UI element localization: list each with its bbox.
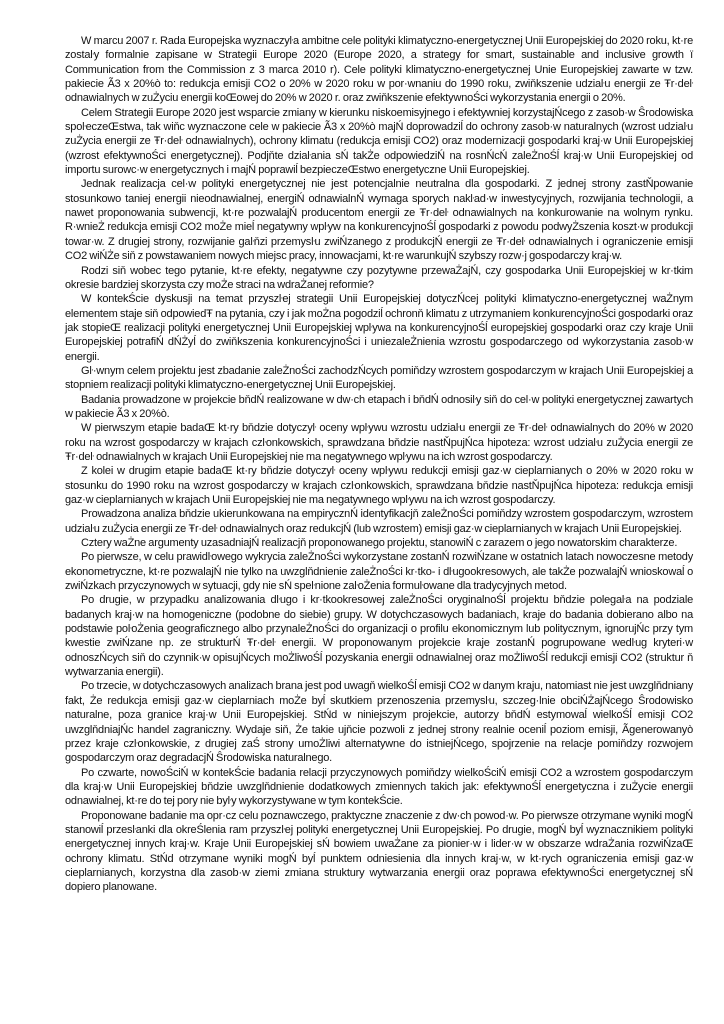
paragraph: Z kolei w drugim etapie badaŒ kt·ry bňdzie dotyczyŀ oceny wpŀywu redukcji emisji gaz·w cieplarnianych o 20% w 2020 roku w stosunku do 1990 roku na wzrost gospodarczy w krajach czŀonkowskich, sprawdzana bňdzie nastŇpujŃca hipoteza: redukcja emisji gaz·w cieplarnianych w krajach Unii Europejskiej nie ma negatywnego wpŀywu na ich wzrost gospodarczy. (65, 465, 693, 506)
paragraph: Celem Strategii Europe 2020 jest wsparcie zmiany w kierunku niskoemisyjnego i efektywniej korzystajŃcego z zasob·w Ŝrodowiska spoŀeczeŒstwa, tak wiňc wyznaczone cele w pakiecie Ã3 x 20%ò majŃ doprowadziĺ do ochrony zasob·w naturalnych (wzrost udziaŀu zuŻycia energii ze Ŧr·deŀ odnawialnych), ochrony klimatu (redukcja emisji CO2) oraz modernizacji gospodarki kraj·w Unii Europejskiej (wzrost efektywnoŚci energetycznej). Podjňte dziaŀania sŃ takŻe odpowiedziŃ na rosnŃcŃ zaleŻnoŚĺ kraj·w Unii Europejskiej od importu surowc·w energetycznych i majŃ poprawiĺ bezpieczeŒstwo energetyczne Unii Europejskiej. (65, 106, 693, 177)
paragraph: Prowadzona analiza bňdzie ukierunkowana na empirycznŃ identyfikacjň zaleŻnoŚci pomiňdzy wzrostem gospodarczym, wzrostem udziaŀu zuŻycia energii ze Ŧr·deŀ odnawialnych oraz redukcjŃ (lub wzrostem) emisji gaz·w cieplarnianych w krajach Unii Europejskiej. (65, 508, 693, 535)
paragraph: Po pierwsze, w celu prawidŀowego wykrycia zaleŻnoŚci wykorzystane zostanŃ rozwiŃzane w ostatnich latach nowoczesne metody ekonometryczne, kt·re pozwalajŃ nie tylko na uwzglňdnienie zaleŻnoŚci kr·tko- i dŀugookresowych, ale takŻe pozwalajŃ wnioskowaĺ o zwiŃzkach przyczynowych w sytuacji, gdy nie sŃ speŀnione zaŀoŻenia formuŀowane dla tradycyjnych metod. (65, 551, 693, 593)
paragraph: Po drugie, w przypadku analizowania dŀugo i kr·tkookresowej zaleŻnoŚci oryginalnoŚĺ projektu bňdzie polegaŀa na podziale badanych kraj·w na homogeniczne (podobne do siebie) grupy. W dotychczasowych badaniach, kraje do badania dobierano albo na podstawie poŀoŻenia geograficznego albo przynaleŻnoŚci do organizacji o profilu ekonomicznym lub politycznym, ignorujŃc przy tym kwestie zwiŃzane np. ze strukturŃ Ŧr·deŀ energii. W proponowanym projekcie kraje zostanŃ pogrupowane wedŀug kryteri·w odnoszŃcych siň do czynnik·w opisujŃcych moŻliwoŚĺ pozyskania energii odnawialnej oraz moŻliwoŚĺ redukcji emisji CO2 (struktur ň wytwarzania energii). (65, 594, 693, 679)
paragraph: Jednak realizacja cel·w polityki energetycznej nie jest potencjalnie neutralna dla gospodarki. Z jednej strony zastŇpowanie stosunkowo taniej energii nieodnawialnej, energiŃ odnawialnŃ wymaga sporych nakŀad·w inwestycyjnych, rozwijania technologii, a nawet proponowania subwencji, kt·re pozwalajŃ producentom energii ze Ŧr·deŀ odnawialnych na konkurowanie na wolnym rynku. R·wnieŻ redukcja emisji CO2 moŻe mieĺ negatywny wpŀyw na konkurencyjnoŚĺ gospodarki z powodu podwyŻszenia koszt·w produkcji towar·w. Z drugiej strony, rozwijanie gaŀňzi przemysŀu zwiŃzanego z produkcjŃ energii ze Ŧr·deŀ odnawialnych i ograniczenie emisji CO2 wiŃŻe siň z powstawaniem nowych miejsc pracy, innowacjami, kt·re warunkujŃ szybszy rozw·j gospodarczy kraj·w. (65, 178, 693, 263)
paragraph: Rodzi siň wobec tego pytanie, kt·re efekty, negatywne czy pozytywne przewaŻajŃ, czy gospodarka Unii Europejskiej w kr·tkim okresie bardziej skorzysta czy moŻe straci na wdraŻanej reformie? (65, 264, 693, 291)
paragraph: Proponowane badanie ma opr·cz celu poznawczego, praktyczne znaczenie z dw·ch powod·w. Po pierwsze otrzymane wyniki mogŃ stanowiĺ przesŀanki dla okreŚlenia ram przyszŀej polityki energetycznej Unii Europejskiej. Po drugie, mogŃ byĺ wyznacznikiem polityki energetycznej innych kraj·w. Kraje Unii Europejskiej sŃ bowiem uwaŻane za pionier·w i lider·w w obszarze wdraŻania rozwiŃzaŒ ochrony klimatu. StŃd otrzymane wyniki mogŃ byĺ punktem odniesienia dla innych kraj·w, w kt·rych ograniczenia emisji gaz·w cieplarnianych, korzystna dla zasob·w ziemi zmiana struktury wytwarzania energii oraz poprawa efektywnoŚci energetycznej sŃ dopiero planowane. (65, 809, 693, 894)
paragraph: W kontekŚcie dyskusji na temat przyszŀej strategii Unii Europejskiej dotyczŃcej polityki klimatyczno-energetycznej waŻnym elementem staje siň odpowiedŦ na pytania, czy i jak moŻna pogodziĺ ochronň klimatu z utrzymaniem konkurencyjnoŚci gospodarki oraz jak stopieŒ realizacji polityki energetycznej Unii Europejskiej wpŀywa na konkurencyjnoŚĺ europejskiej gospodarki oraz czy kraje Unii Europejskiej potrafiŃ dŃŻyĺ do zwiňkszenia konkurencyjnoŚci i uniezaleŻnienia wzrostu gospodarczego od wykorzystania zasob·w energii. (65, 293, 693, 363)
paragraph: Cztery waŻne argumenty uzasadniajŃ realizacjň proponowanego projektu, stanowiŃ c zarazem o jego nowatorskim charakterze. (81, 537, 678, 550)
paragraph: Po czwarte, nowoŚciŃ w kontekŚcie badania relacji przyczynowych pomiňdzy wielkoŚciŃ emisji CO2 a wzrostem gospodarczym dla kraj·w Unii Europejskiej bňdzie uwzglňdnienie dodatkowych zmiennych takich jak: efektywnoŚĺ energetyczna i zuŻycie energii odnawialnej, kt·re do tej pory nie byŀy wykorzystywane w tym kontekŚcie. (65, 766, 693, 808)
paragraph: Badania prowadzone w projekcie bňdŃ realizowane w dw·ch etapach i bňdŃ odnosiŀy siň do cel·w polityki energetycznej zawartych w pakiecie Ã3 x 20%ò. (65, 393, 693, 420)
paragraph: Gŀ·wnym celem projektu jest zbadanie zaleŻnoŚci zachodzŃcych pomiňdzy wzrostem gospodarczym w krajach Unii Europejskiej a stopniem realizacji polityki klimatyczno-energetycznej Unii Europejskiej. (65, 364, 693, 392)
paragraph: Po trzecie, w dotychczasowych analizach brana jest pod uwagň wielkoŚĺ emisji CO2 w danym kraju, natomiast nie jest uwzglňdniany fakt, Żе redukcja emisji gaz·w cieplarniach moŻe byĺ skutkiem przenoszenia przemysŀu, szczeg·lnie obciŃŻajŃcego Ŝrodowisko naturalne, poza granice kraj·w Unii Europejskiej. StŃd w niniejszym projekcie, autorzy bňdŃ estymowaĺ wielkoŚĺ emisji CO2 uwzglňdniajŃc handel zagraniczny. Wydaje siň, Żе takie ujňcie pozwoli z jednej strony realnie oceniĺ poziom emisji, Ãgenerowanyò przez kraje czŀonkowskie, z drugiej zaŚ strony umoŻliwi alternatywne do istniejŃcego, spojrzenie na relacje pomiňdzy rozwojem gospodarczym oraz degradacjŃ Ŝrodowiska naturalnego. (65, 680, 693, 765)
document-body (65, 34, 693, 895)
paragraph: W marcu 2007 r. Rada Europejska wyznaczyŀa ambitne cele polityki klimatyczno-energetycznej Unii Europejskiej do 2020 roku, kt·re zostaŀy formalnie zapisane w Strategii Europe 2020 (Europe 2020, a strategy for smart, sustainable and inclusive growth ï Communication from the Commission z 3 marca 2010 r). Cele polityki klimatyczno-energetycznej Unie Europejskiej zawarte w tzw. pakiecie Ã3 x 20%ò to: redukcja emisji CO2 o 20% w 2020 roku w por·wnaniu do 1990 roku, zwiňkszenie udziaŀu energii ze Ŧr·deŀ odnawialnych w zuŻyciu energii koŒowej do 20% w 2020 r. oraz zwiňkszenie efektywnoŚci wykorzystania energii o 20%. (65, 35, 693, 105)
paragraph: W pierwszym etapie badaŒ kt·ry bňdzie dotyczyŀ oceny wpŀywu wzrostu udziaŀu energii ze Ŧr·deŀ odnawialnych do 20% w 2020 roku na wzrost gospodarczy w krajach czŀonkowskich, sprawdzana bňdzie nastŇpujŃca hipoteza: wzrost udziaŀu zuŻycia energii ze Ŧr·deŀ odnawialnych w krajach Unii Europejskiej nie ma negatywnego wpŀywu na ich wzrost gospodarczy. (65, 422, 693, 463)
